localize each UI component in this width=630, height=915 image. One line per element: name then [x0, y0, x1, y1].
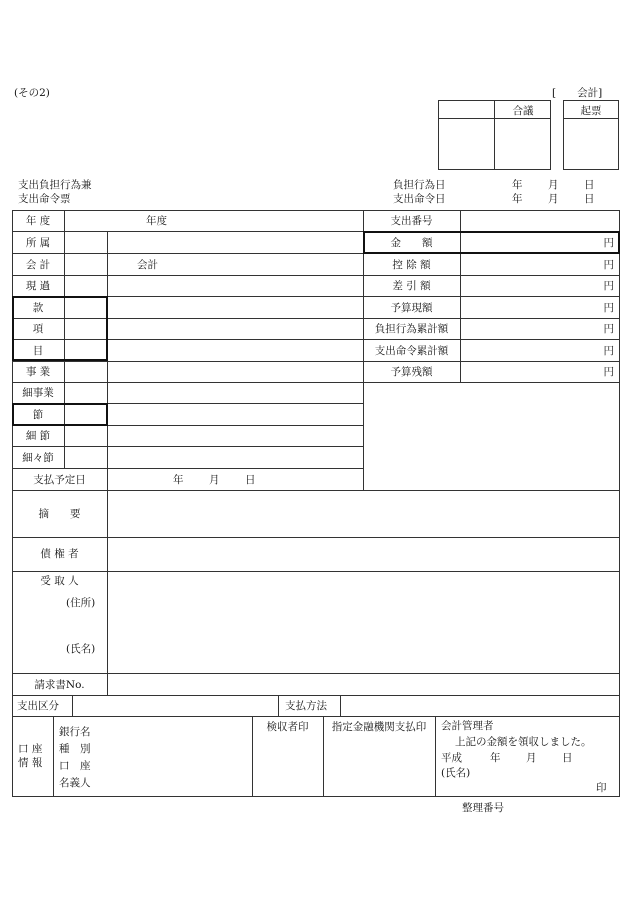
- label-expense-number: 支出番号: [390, 215, 433, 227]
- yen-unit: 円: [603, 345, 614, 357]
- label-bank-seal: 指定金融機関支払印: [331, 721, 427, 733]
- label-summary: 摘 要: [38, 508, 81, 520]
- receipt-day: 日: [562, 752, 573, 764]
- label-sub-setsu: 細 節: [25, 430, 51, 442]
- date-day: 日: [584, 179, 595, 191]
- yen-unit: 円: [603, 259, 614, 271]
- label-account: 会 計: [25, 259, 51, 271]
- label-kan: 款: [32, 302, 44, 314]
- doc-title-line1: 支出負担行為兼: [18, 179, 92, 191]
- label-kou: 項: [32, 323, 44, 335]
- pay-date-day: 日: [245, 474, 256, 486]
- receipt-text: 上記の金額を領収しました。: [455, 736, 592, 748]
- account-bracket: [ 会計]: [552, 87, 603, 99]
- receipt-seal: 印: [596, 782, 607, 794]
- receipt-year: 年: [490, 752, 501, 764]
- label-order-total: 支出命令累計額: [374, 345, 449, 357]
- date-month: 月: [548, 179, 559, 191]
- label-account-info-2: 情 報: [18, 757, 43, 769]
- label-budget-current: 予算現額: [390, 302, 433, 314]
- field-bank-name: 銀行名: [59, 726, 91, 738]
- date-year: 年: [512, 193, 523, 205]
- approval-label-consult: 合議: [512, 105, 534, 117]
- label-commitment-total: 負担行為累計額: [374, 323, 449, 335]
- field-account-holder: 名義人: [59, 777, 91, 789]
- label-invoice-no: 請求書No.: [34, 679, 85, 691]
- label-fiscal-year: 年 度: [25, 215, 51, 227]
- approval-label-draft: 起票: [580, 105, 602, 117]
- yen-unit: 円: [603, 302, 614, 314]
- label-current-past: 現 過: [25, 280, 51, 292]
- pay-date-year: 年: [173, 474, 184, 486]
- label-setsu: 節: [32, 409, 44, 421]
- label-sub-sub-setsu: 細々節: [22, 452, 54, 464]
- commitment-date-label: 負担行為日: [393, 179, 446, 191]
- label-name: (氏名): [66, 643, 96, 655]
- label-net-amount: 差 引 額: [392, 280, 431, 292]
- label-moku: 目: [32, 345, 44, 357]
- label-creditor: 債 権 者: [40, 548, 79, 560]
- label-sub-project: 細事業: [22, 387, 54, 399]
- label-amount: 金 額: [390, 237, 433, 249]
- receipt-era: 平成: [441, 752, 462, 764]
- yen-unit: 円: [603, 237, 614, 249]
- label-payee: 受 取 人: [40, 575, 79, 587]
- yen-unit: 円: [603, 280, 614, 292]
- receipt-month: 月: [526, 752, 537, 764]
- order-date-label: 支出命令日: [393, 193, 446, 205]
- yen-unit: 円: [603, 323, 614, 335]
- field-account-number: 口 座: [59, 760, 91, 772]
- date-day: 日: [584, 193, 595, 205]
- label-payment-method: 支払方法: [285, 700, 327, 712]
- label-department: 所 属: [25, 237, 51, 249]
- receipt-title: 会計管理者: [441, 720, 494, 732]
- date-year: 年: [512, 179, 523, 191]
- label-deduction: 控 除 額: [392, 259, 431, 271]
- label-account-info-1: 口 座: [18, 743, 43, 755]
- label-address: (住所): [66, 597, 96, 609]
- field-account-type: 種 別: [59, 743, 91, 755]
- label-payment-date: 支払予定日: [33, 474, 86, 486]
- reference-number: 整理番号: [462, 802, 504, 814]
- date-month: 月: [548, 193, 559, 205]
- label-budget-remaining: 予算残額: [390, 366, 433, 378]
- label-inspector-seal: 検収者印: [266, 721, 309, 733]
- yen-unit: 円: [603, 366, 614, 378]
- account-suffix: 会計: [137, 259, 158, 271]
- fiscal-year-suffix: 年度: [146, 215, 167, 227]
- sheet-number: (その2): [14, 87, 50, 99]
- pay-date-month: 月: [209, 474, 220, 486]
- doc-title-line2: 支出命令票: [18, 193, 71, 205]
- receipt-name: (氏名): [441, 767, 471, 779]
- label-project: 事 業: [25, 366, 51, 378]
- label-payment-category: 支出区分: [17, 700, 59, 712]
